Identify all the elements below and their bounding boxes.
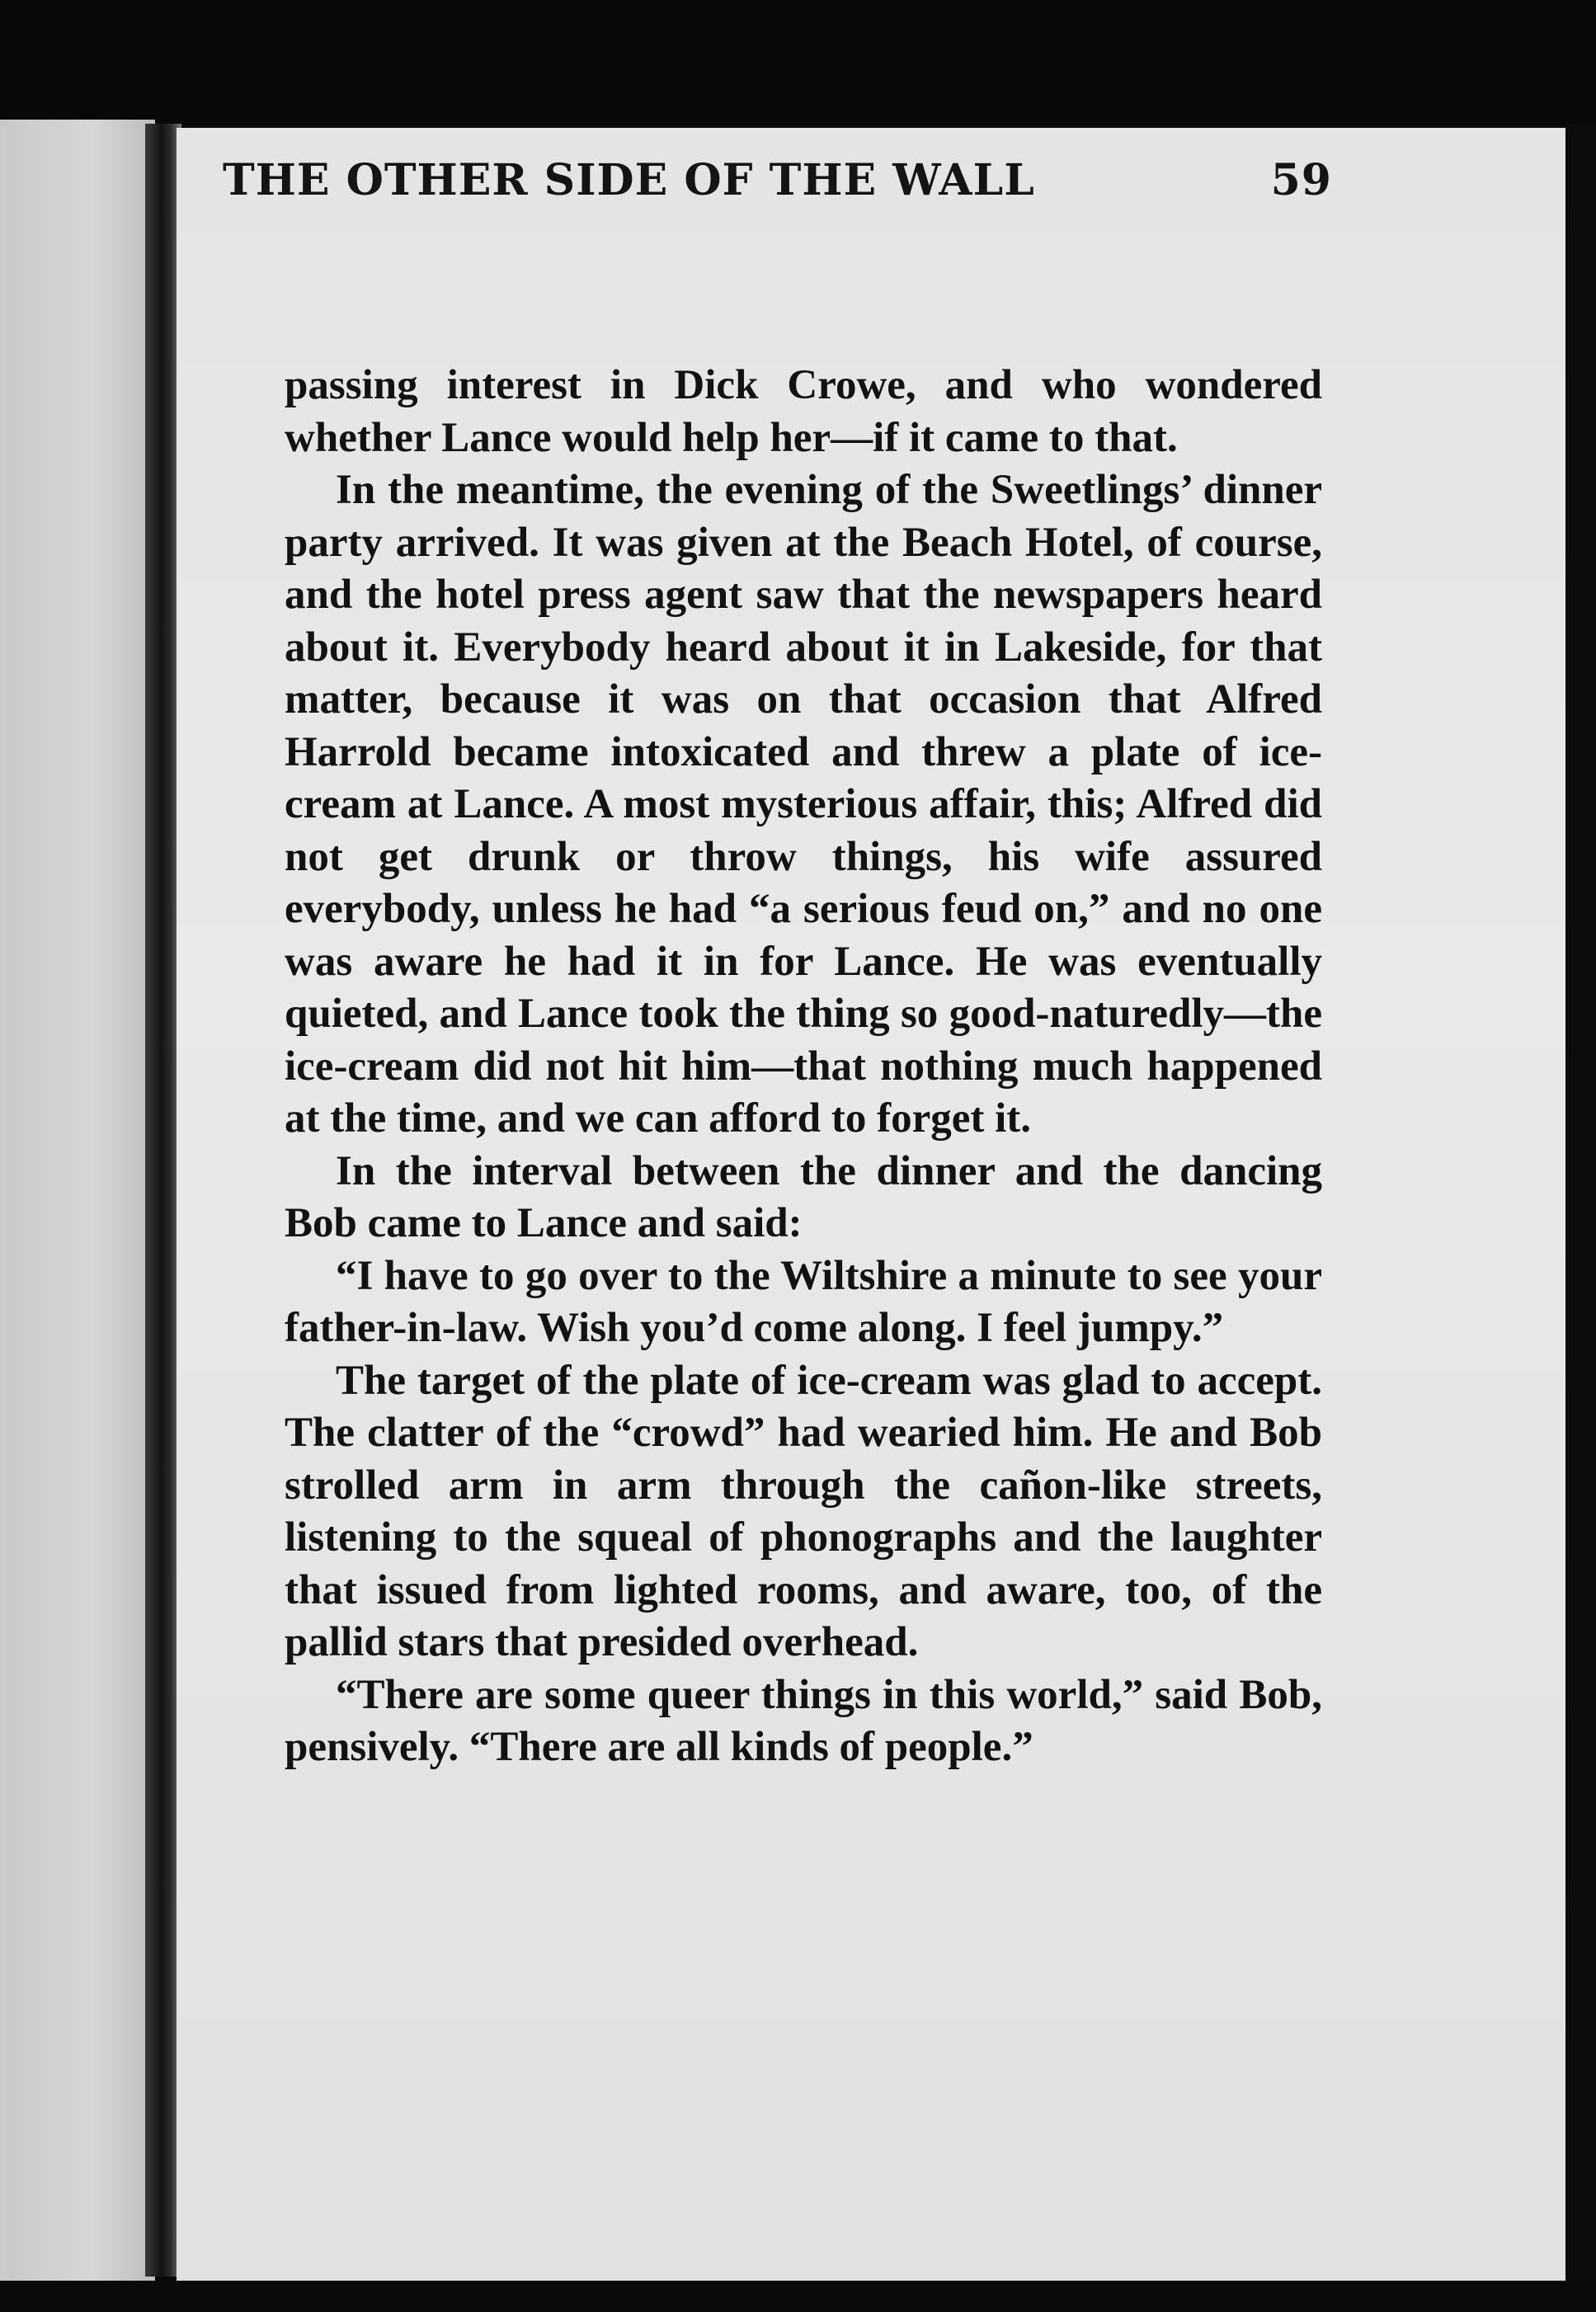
facing-page-edge bbox=[0, 120, 155, 2281]
paragraph: “There are some queer things in this world,” said Bob, pensively. “There are all kinds of people.” bbox=[285, 1671, 1322, 1770]
paragraph: The target of the plate of ice-cream was glad to accept. The clatter of the “crowd” had wearied him. He and Bob strolled arm in arm through the cañon-like streets, listening to the squeal of phonographs and the laughter that issued from lighted rooms, and aware, too, of the pallid stars that presided overhead. bbox=[285, 1357, 1322, 1665]
running-head bbox=[223, 155, 1332, 229]
scan-bottom-border bbox=[0, 2281, 1596, 2312]
paragraph: In the meantime, the evening of the Sweetlings’ dinner party arrived. It was given at the Beach Hotel, of course, and the hotel press agent saw that the newspapers heard about it. Everybody heard about it in Lakeside, for that matter, because it was on that occasion that Alfred Harrold became intoxicated and threw a plate of ice-cream at Lance. A most mysterious affair, this; Alfred did not get drunk or throw things, his wife assured everybody, unless he had “a serious feud on,” and no one was aware he had it in for Lance. He was eventually quieted, and Lance took the thing so good-naturedly—the ice-cream did not hit him—that nothing much happened at the time, and we can afford to forget it. bbox=[285, 467, 1322, 1142]
running-head-title: THE OTHER SIDE OF THE WALL bbox=[223, 155, 1035, 205]
scan-right-border bbox=[1565, 124, 1596, 2285]
paragraph: In the interval between the dinner and the dancing Bob came to Lance and said: bbox=[285, 1147, 1322, 1246]
paragraph: “I have to go over to the Wiltshire a minute to see your father-in-law. Wish you’d come along. I feel jumpy.” bbox=[285, 1252, 1322, 1351]
page-number: 59 bbox=[1270, 155, 1332, 205]
body-text bbox=[285, 360, 1322, 1774]
paragraph-continued: passing interest in Dick Crowe, and who wondered whether Lance would help her—if it came to that. bbox=[285, 362, 1322, 461]
